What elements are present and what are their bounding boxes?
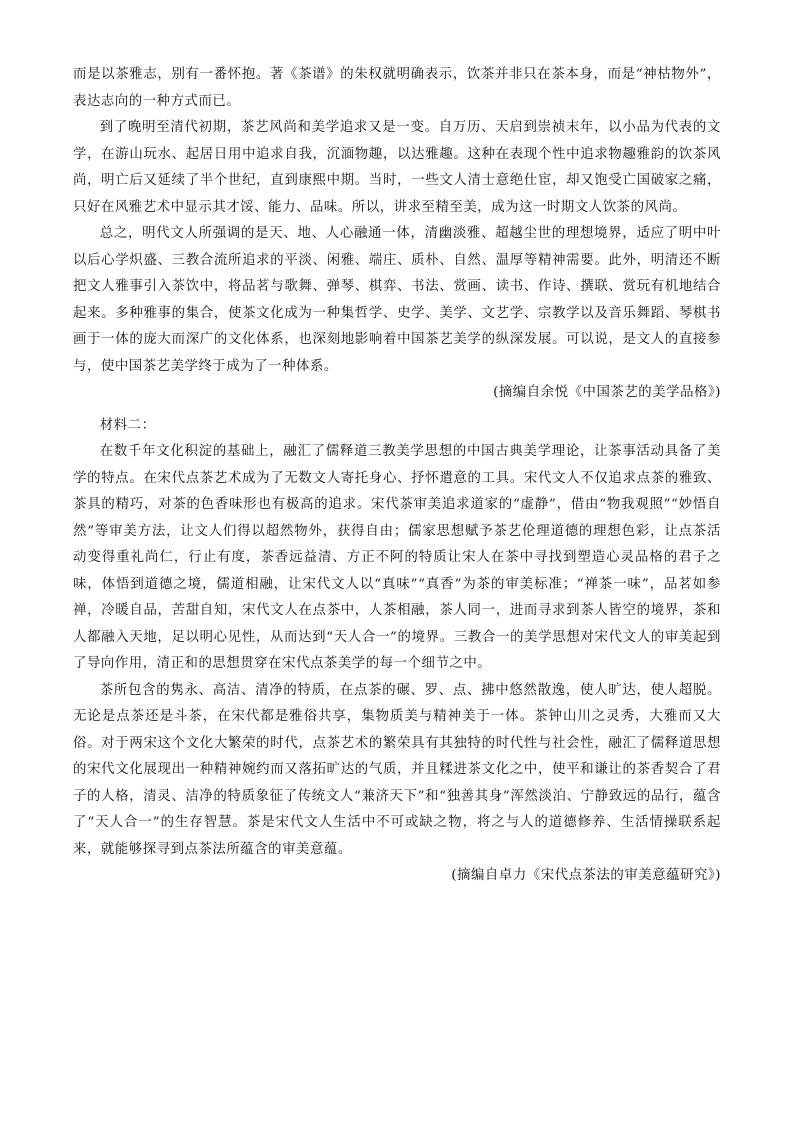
source-citation-2: (摘编自卓力《宋代点茶法的审美意蕴研究》) xyxy=(451,868,721,883)
paragraph-late-ming: 到了晚明至清代初期，茶艺风尚和美学追求又是一变。自万历、天启到崇祯末年，以小品为代表的文学，在游山玩水、起居日用中追求自我，沉湎物趣，以达雅趣。这种在表现个性中追求物趣雅韵的饮茶风尚，明亡后又延续了半个世纪，直到康熙中期。当时，一些文人清士意绝仕宦，却又饱受亡国破家之痛，只好在风雅艺术中显示其才馁、能力、品味。所以，讲求至精至美，成为这一时期文人饮茶的风尚。 xyxy=(73,120,721,215)
paragraph-song-aesthetics: 在数千年文化积淀的基础上，融汇了儒释道三教美学思想的中国古典美学理论，让茶事活动具备了美学的特点。在宋代点茶艺术成为了无数文人寄托身心、抒怀遣意的工具。宋代文人不仅追求点茶的雅致、茶具的精巧，对茶的色香味形也有极高的追求。宋代茶审美追求道家的“虚静”，借由“物我观照”“妙悟自然”等审美方法，让文人们得以超然物外，获得自由；儒家思想赋予茶艺伦理道德的理想色彩，让点茶活动变得重礼尚仁，行止有度，茶香远益清、方正不阿的特质让宋人在茶中寻找到塑造心灵品格的君子之味，体悟到道德之境，儒道相融，让宋代文人以“真味”“真香”为茶的审美标准；“禅茶一味”，品茗如参禅，冷暖自品，苦甜自知，宋代文人在点茶中，人茶相融，茶人同一，进而寻求到茶人皆空的境界，茶和人都融入天地，足以明心见性，从而达到“天人合一”的境界。三教合一的美学思想对宋代文人的审美起到了导向作用，清正和的思想贯穿在宋代点茶美学的每一个细节之中。 xyxy=(73,444,721,671)
source-citation-1: (摘编自余悦《中国茶艺的美学品格》) xyxy=(493,385,721,400)
material-two-heading: 材料二： xyxy=(99,417,156,433)
paragraph-continuation: 而是以茶雅志，别有一番怀抱。著《茶谱》的朱权就明确表示，饮茶并非只在茶本身，而是“神枯物外”，表达志向的一种方式而已。 xyxy=(73,67,721,109)
paragraph-tea-qualities: 茶所包含的隽永、高洁、清净的特质，在点茶的碾、罗、点、拂中悠然散逸，使人旷达，使人超脱。无论是点茶还是斗茶，在宋代都是雅俗共享，集物质美与精神美于一体。茶钟山川之灵秀，大雅而又大俗。对于两宋这个文化大繁荣的时代，点茶艺术的繁荣具有其独特的时代性与社会性，融汇了儒释道思想的宋代文化展现出一种精神婉约而又落拓旷达的气质，并且糅进茶文化之中，使平和谦让的茶香契合了君子的人格，清灵、洁净的特质象征了传统文人“兼济天下”和“独善其身”浑然淡泊、宁静致远的品行，蕴含了“天人合一”的生存智慧。茶是宋代文人生活中不可或缺之物，将之与人的道德修养、生活情操联系起来，就能够探寻到点茶法所蕴含的审美意蕴。 xyxy=(73,682,721,857)
paragraph-summary: 总之，明代文人所强调的是天、地、人心融通一体，清幽淡雅、超越尘世的理想境界，适应了明中叶以后心学炽盛、三教合流所追求的平淡、闲雅、端庄、质朴、自然、温厚等精神需要。此外，明清还不断把文人雅事引入茶饮中，将品茗与歌舞、弹琴、棋弈、书法、赏画、读书、作诗、撰联、赏玩有机地结合起来。多种雅事的集合，使茶文化成为一种集哲学、史学、美学、文艺学、宗教学以及音乐舞蹈、琴棋书画于一体的庞大而深广的文化体系，也深刻地影响着中国茶艺美学的纵深发展。可以说，是文人的直接参与，使中国茶艺美学终于成为了一种体系。 xyxy=(73,226,721,374)
document-page xyxy=(73,62,721,890)
